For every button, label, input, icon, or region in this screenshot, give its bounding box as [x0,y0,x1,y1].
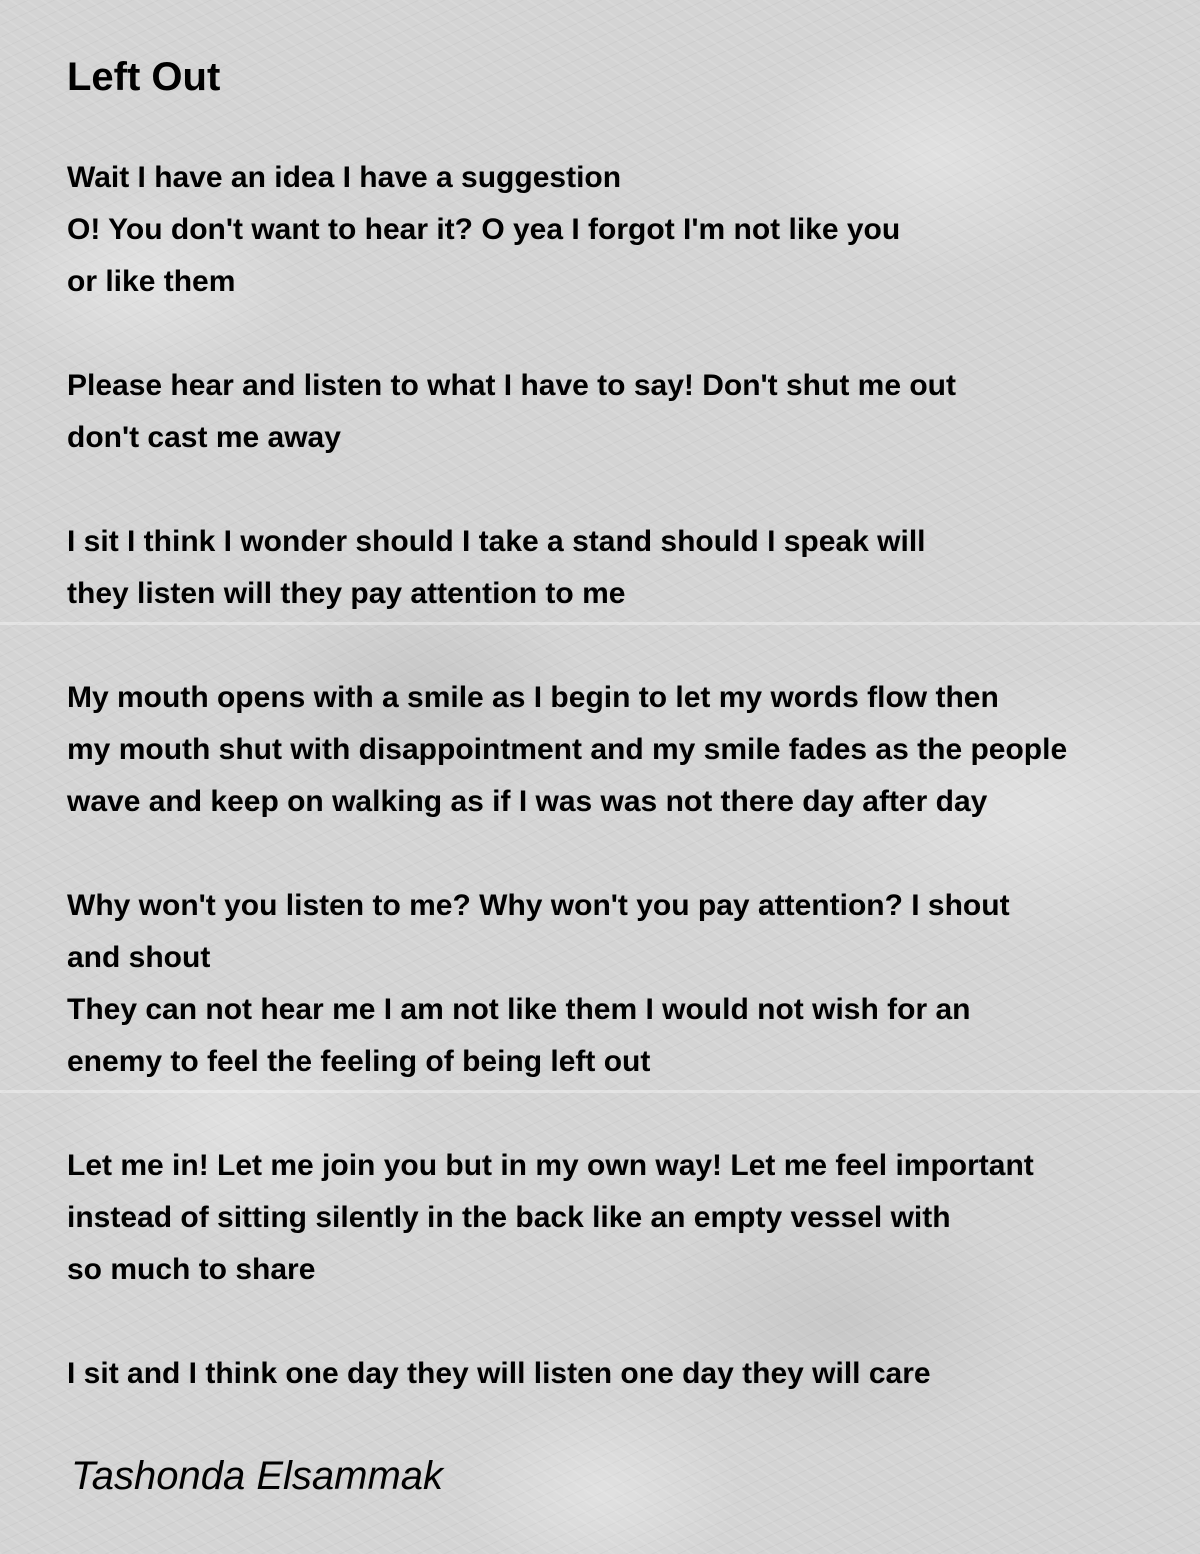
poem-line: or like them [67,265,236,298]
poem-line: They can not hear me I am not like them I would not wish for an [67,993,971,1026]
poem-line: Wait I have an idea I have a suggestion [67,161,622,194]
poem-line: O! You don't want to hear it? O yea I forgot I'm not like you [67,213,901,246]
poem-line: my mouth shut with disappointment and my smile fades as the people [67,733,1068,766]
poem-line: My mouth opens with a smile as I begin to let my words flow then [67,681,999,714]
stanza-break [67,620,1187,672]
poem-line: and shout [67,941,211,974]
poem-line: don't cast me away [67,421,341,454]
stanza-break [67,1296,1187,1348]
poem-line: Let me in! Let me join you but in my own way! Let me feel important [67,1149,1034,1182]
poem-line: enemy to feel the feeling of being left out [67,1045,651,1078]
poem-line: they listen will they pay attention to me [67,577,626,610]
poem-line: so much to share [67,1253,316,1286]
poem-author: Tashonda Elsammak [71,1454,444,1498]
poem-line: I sit and I think one day they will listen one day they will care [67,1357,931,1390]
poem-title: Left Out [67,55,221,99]
poem-line: instead of sitting silently in the back like an empty vessel with [67,1201,951,1234]
stanza-break [67,308,1187,360]
poem-line: wave and keep on walking as if I was was not there day after day [67,785,988,818]
stanza-break [67,1088,1187,1140]
stanza-break [67,828,1187,880]
poem-body [67,152,1187,1400]
poem-line: I sit I think I wonder should I take a stand should I speak will [67,525,926,558]
poem-line: Why won't you listen to me? Why won't you pay attention? I shout [67,889,1010,922]
poem-line: Please hear and listen to what I have to say! Don't shut me out [67,369,956,402]
stanza-break [67,464,1187,516]
